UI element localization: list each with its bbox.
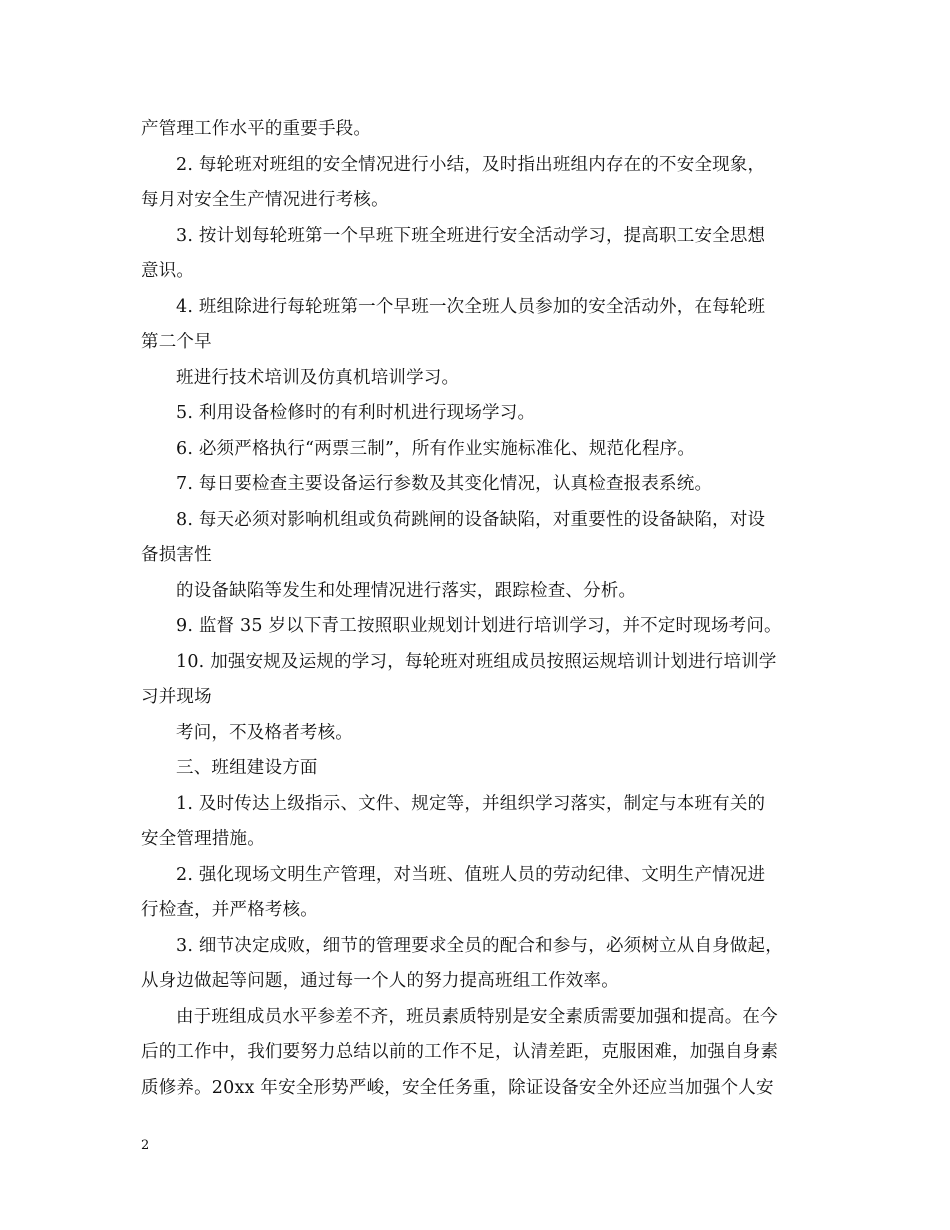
text-line: 10. 加强安规及运规的学习，每轮班对班组成员按照运规培训计划进行培训学 (176, 652, 777, 672)
text-line: 7. 每日要检查主要设备运行参数及其变化情况，认真检查报表系统。 (176, 474, 713, 494)
text-line: 3. 按计划每轮班第一个早班下班全班进行安全活动学习，提高职工安全思想 (176, 226, 766, 246)
text-line: 4. 班组除进行每轮班第一个早班一次全班人员参加的安全活动外，在每轮班 (176, 297, 766, 317)
text-line: 6. 必须严格执行“两票三制”，所有作业实施标准化、规范化程序。 (176, 439, 696, 459)
text-line: 3. 细节决定成败，细节的管理要求全员的配合和参与，必须树立从自身做起， (176, 936, 783, 956)
text-line: 班进行技术培训及仿真机培训学习。 (176, 368, 460, 388)
text-line: 备损害性 (141, 545, 212, 565)
page-number: 2 (141, 1138, 150, 1153)
text-line: 产管理工作水平的重要手段。 (141, 119, 372, 139)
text-line: 后的工作中，我们要努力总结以前的工作不足，认清差距，克服困难，加强自身素 (141, 1042, 779, 1062)
text-line: 2. 强化现场文明生产管理，对当班、值班人员的劳动纪律、文明生产情况进 (176, 865, 766, 885)
text-line: 从身边做起等问题，通过每一个人的努力提高班组工作效率。 (141, 971, 619, 991)
text-line: 安全管理措施。 (141, 829, 265, 849)
text-line: 每月对安全生产情况进行考核。 (141, 190, 389, 210)
text-line: 第二个早 (141, 332, 212, 352)
text-line: 意识。 (141, 261, 195, 281)
text-line: 1. 及时传达上级指示、文件、规定等，并组织学习落实，制定与本班有关的 (176, 794, 766, 814)
text-line: 行检查，并严格考核。 (141, 900, 318, 920)
text-line: 5. 利用设备检修时的有利时机进行现场学习。 (176, 403, 536, 423)
section-heading: 三、班组建设方面 (176, 758, 318, 778)
text-line: 2. 每轮班对班组的安全情况进行小结，及时指出班组内存在的不安全现象， (176, 155, 766, 175)
text-line: 由于班组成员水平参差不齐，班员素质特别是安全素质需要加强和提高。在今 (176, 1007, 778, 1027)
text-line: 习并现场 (141, 687, 212, 707)
text-line: 9. 监督 35 岁以下青工按照职业规划计划进行培训学习，并不定时现场考问。 (176, 616, 782, 636)
text-line: 考问，不及格者考核。 (176, 723, 353, 743)
text-line: 质修养。20xx 年安全形势严峻，安全任务重，除证设备安全外还应当加强个人安 (141, 1078, 774, 1098)
text-line: 8. 每天必须对影响机组或负荷跳闸的设备缺陷，对重要性的设备缺陷，对设 (176, 510, 766, 530)
text-line: 的设备缺陷等发生和处理情况进行落实，跟踪检查、分析。 (176, 581, 637, 601)
